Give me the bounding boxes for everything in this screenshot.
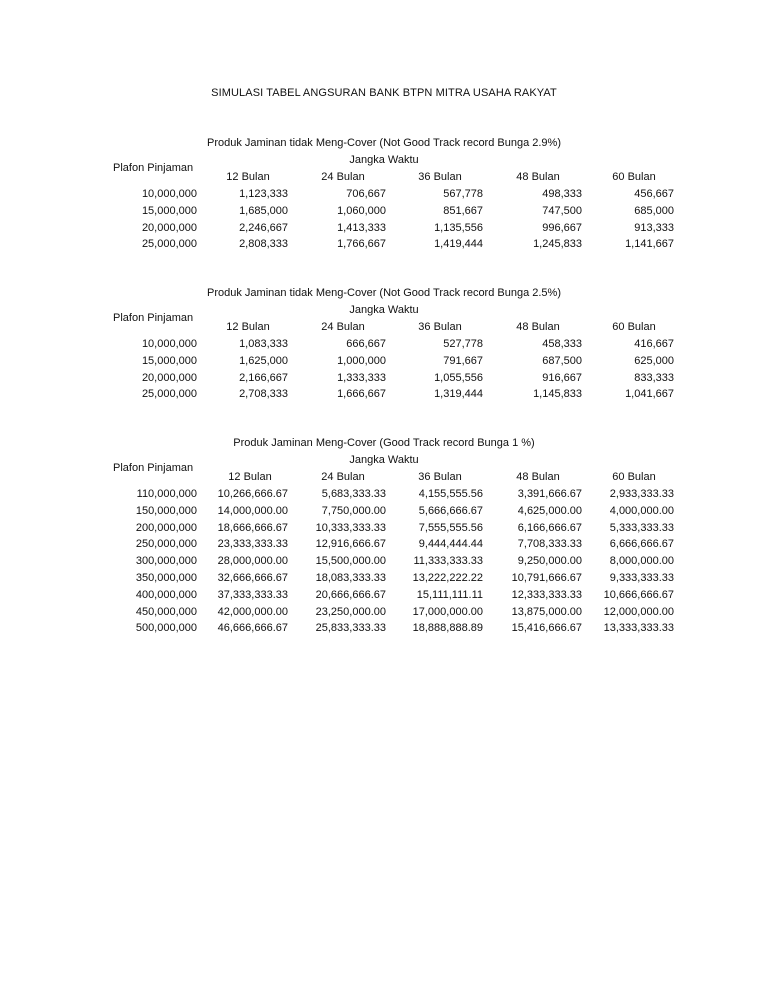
section-title: Produk Jaminan Meng-Cover (Good Track record Bunga 1 %) xyxy=(233,437,535,449)
installment-cell: 2,808,333 xyxy=(239,238,288,251)
column-header-12: 12 Bulan xyxy=(226,321,270,333)
installment-cell: 1,666,667 xyxy=(337,388,386,401)
installment-cell: 18,083,333.33 xyxy=(315,572,386,584)
installment-cell: 5,666,666.67 xyxy=(418,504,483,517)
document-title: SIMULASI TABEL ANGSURAN BANK BTPN MITRA USAHA RAKYAT xyxy=(211,87,557,99)
column-header-24: 24 Bulan xyxy=(321,171,365,183)
installment-cell: 1,041,667 xyxy=(625,388,674,401)
plafon-cell: 20,000,000 xyxy=(141,221,197,234)
installment-cell: 1,333,333 xyxy=(337,371,386,384)
installment-cell: 6,666,666.67 xyxy=(609,538,674,551)
plafon-pinjaman-label: Plafon Pinjaman xyxy=(113,462,194,474)
table-row xyxy=(0,488,768,505)
installment-cell: 4,155,555.56 xyxy=(418,488,483,500)
installment-cell: 2,246,667 xyxy=(239,221,288,234)
installment-cell: 1,625,000 xyxy=(239,354,288,367)
installment-cell: 685,000 xyxy=(634,204,674,217)
installment-cell: 28,000,000.00 xyxy=(217,555,288,568)
installment-cell: 13,222,222.22 xyxy=(412,572,483,584)
installment-cell: 25,833,333.33 xyxy=(315,622,386,635)
table-row xyxy=(0,505,768,522)
column-header-24: 24 Bulan xyxy=(321,321,365,333)
installment-cell: 46,666,666.67 xyxy=(217,622,288,635)
installment-cell: 9,444,444.44 xyxy=(418,538,483,551)
installment-cell: 4,000,000.00 xyxy=(609,504,674,517)
table-row xyxy=(0,372,768,389)
section-title: Produk Jaminan tidak Meng-Cover (Not Good Track record Bunga 2.5%) xyxy=(207,287,561,299)
installment-cell: 1,055,556 xyxy=(434,371,483,384)
installment-cell: 1,141,667 xyxy=(625,238,674,251)
column-header-48: 48 Bulan xyxy=(516,171,560,183)
column-header-60: 60 Bulan xyxy=(612,321,656,333)
installment-cell: 23,333,333.33 xyxy=(217,538,288,551)
column-header-36: 36 Bulan xyxy=(418,471,462,483)
table-row xyxy=(0,238,768,255)
installment-cell: 2,166,667 xyxy=(239,371,288,384)
installment-cell: 12,333,333.33 xyxy=(511,588,582,601)
plafon-cell: 400,000,000 xyxy=(135,588,197,601)
installment-cell: 527,778 xyxy=(443,338,483,350)
table-row xyxy=(0,205,768,222)
installment-cell: 996,667 xyxy=(542,221,582,234)
installment-cell: 1,319,444 xyxy=(434,388,483,401)
plafon-cell: 10,000,000 xyxy=(141,338,197,350)
installment-cell: 15,500,000.00 xyxy=(315,555,386,568)
installment-cell: 12,916,666.67 xyxy=(315,538,386,551)
installment-cell: 11,333,333.33 xyxy=(413,555,483,568)
installment-cell: 1,135,556 xyxy=(434,221,483,234)
installment-cell: 625,000 xyxy=(634,354,674,367)
installment-cell: 13,875,000.00 xyxy=(511,605,582,618)
installment-cell: 6,166,666.67 xyxy=(517,521,582,534)
table-row xyxy=(0,388,768,405)
installment-cell: 4,625,000.00 xyxy=(517,504,582,517)
section-title: Produk Jaminan tidak Meng-Cover (Not Good Track record Bunga 2.9%) xyxy=(207,137,561,149)
installment-cell: 687,500 xyxy=(542,354,582,367)
plafon-cell: 25,000,000 xyxy=(141,238,197,251)
plafon-pinjaman-label: Plafon Pinjaman xyxy=(113,162,194,174)
plafon-cell: 150,000,000 xyxy=(135,504,197,517)
installment-cell: 10,266,666.67 xyxy=(217,488,288,500)
plafon-cell: 20,000,000 xyxy=(141,371,197,384)
table-row xyxy=(0,606,768,623)
table-row xyxy=(0,589,768,606)
column-header-12: 12 Bulan xyxy=(226,171,270,183)
installment-cell: 1,766,667 xyxy=(337,238,386,251)
installment-cell: 15,416,666.67 xyxy=(511,622,582,635)
installment-cell: 1,145,833 xyxy=(533,388,582,401)
installment-cell: 1,060,000 xyxy=(337,204,386,217)
installment-cell: 42,000,000.00 xyxy=(217,605,288,618)
plafon-cell: 25,000,000 xyxy=(141,388,197,401)
column-header-36: 36 Bulan xyxy=(418,321,462,333)
table-row xyxy=(0,338,768,355)
installment-cell: 7,708,333.33 xyxy=(517,538,582,551)
installment-cell: 458,333 xyxy=(542,338,582,350)
installment-cell: 18,666,666.67 xyxy=(217,521,288,534)
jangka-waktu-label: Jangka Waktu xyxy=(349,304,419,316)
installment-cell: 8,000,000.00 xyxy=(609,555,674,568)
installment-cell: 10,333,333.33 xyxy=(315,521,386,534)
installment-cell: 851,667 xyxy=(443,204,483,217)
installment-cell: 23,250,000.00 xyxy=(315,605,386,618)
installment-cell: 9,250,000.00 xyxy=(517,555,582,568)
column-header-60: 60 Bulan xyxy=(612,471,656,483)
installment-cell: 456,667 xyxy=(634,188,674,200)
column-header-36: 36 Bulan xyxy=(418,171,462,183)
installment-cell: 7,555,555.56 xyxy=(418,521,483,534)
jangka-waktu-label: Jangka Waktu xyxy=(349,454,419,466)
plafon-cell: 15,000,000 xyxy=(141,354,197,367)
installment-cell: 1,419,444 xyxy=(434,238,483,251)
table-row xyxy=(0,622,768,639)
table-row xyxy=(0,188,768,205)
column-header-48: 48 Bulan xyxy=(516,321,560,333)
plafon-cell: 250,000,000 xyxy=(135,538,197,551)
plafon-cell: 500,000,000 xyxy=(135,622,197,635)
installment-cell: 7,750,000.00 xyxy=(321,504,386,517)
installment-cell: 14,000,000.00 xyxy=(217,504,288,517)
installment-cell: 666,667 xyxy=(346,338,386,350)
installment-cell: 15,111,111.11 xyxy=(416,588,483,601)
table-row xyxy=(0,355,768,372)
installment-cell: 37,333,333.33 xyxy=(217,588,288,601)
plafon-pinjaman-label: Plafon Pinjaman xyxy=(113,312,194,324)
installment-cell: 791,667 xyxy=(443,354,483,367)
installment-cell: 17,000,000.00 xyxy=(412,605,483,618)
column-header-12: 12 Bulan xyxy=(228,471,272,483)
installment-cell: 13,333,333.33 xyxy=(603,622,674,635)
table-row xyxy=(0,522,768,539)
jangka-waktu-label: Jangka Waktu xyxy=(349,154,419,166)
table-row xyxy=(0,538,768,555)
table-section-1 xyxy=(0,137,768,277)
installment-cell: 916,667 xyxy=(542,371,582,384)
installment-cell: 2,933,333.33 xyxy=(609,488,674,500)
plafon-cell: 300,000,000 xyxy=(135,555,197,568)
installment-cell: 10,791,666.67 xyxy=(511,572,582,584)
installment-cell: 1,123,333 xyxy=(239,188,288,200)
installment-cell: 5,683,333.33 xyxy=(321,488,386,500)
plafon-cell: 110,000,000 xyxy=(136,488,197,500)
installment-cell: 1,000,000 xyxy=(337,354,386,367)
plafon-cell: 10,000,000 xyxy=(141,188,197,200)
table-row xyxy=(0,555,768,572)
plafon-cell: 200,000,000 xyxy=(135,521,197,534)
column-header-48: 48 Bulan xyxy=(516,471,560,483)
column-header-24: 24 Bulan xyxy=(321,471,365,483)
installment-cell: 913,333 xyxy=(634,221,674,234)
installment-cell: 1,685,000 xyxy=(239,204,288,217)
installment-cell: 18,888,888.89 xyxy=(412,622,483,635)
installment-cell: 5,333,333.33 xyxy=(609,521,674,534)
installment-cell: 9,333,333.33 xyxy=(609,572,674,584)
installment-cell: 706,667 xyxy=(346,188,386,200)
installment-cell: 1,083,333 xyxy=(239,338,288,350)
installment-cell: 1,245,833 xyxy=(533,238,582,251)
installment-cell: 498,333 xyxy=(542,188,582,200)
table-row xyxy=(0,222,768,239)
table-row xyxy=(0,572,768,589)
installment-cell: 32,666,666.67 xyxy=(217,572,288,584)
installment-cell: 567,778 xyxy=(443,188,483,200)
installment-cell: 20,666,666.67 xyxy=(315,588,386,601)
installment-cell: 833,333 xyxy=(634,371,674,384)
column-header-60: 60 Bulan xyxy=(612,171,656,183)
plafon-cell: 450,000,000 xyxy=(135,605,197,618)
table-section-2 xyxy=(0,287,768,427)
table-section-3 xyxy=(0,437,768,647)
plafon-cell: 15,000,000 xyxy=(141,204,197,217)
installment-cell: 12,000,000.00 xyxy=(603,605,674,618)
installment-cell: 2,708,333 xyxy=(239,388,288,401)
installment-cell: 1,413,333 xyxy=(337,221,386,234)
installment-cell: 747,500 xyxy=(542,204,582,217)
plafon-cell: 350,000,000 xyxy=(135,572,197,584)
installment-cell: 416,667 xyxy=(634,338,674,350)
installment-cell: 10,666,666.67 xyxy=(603,588,674,601)
installment-cell: 3,391,666.67 xyxy=(517,488,582,500)
